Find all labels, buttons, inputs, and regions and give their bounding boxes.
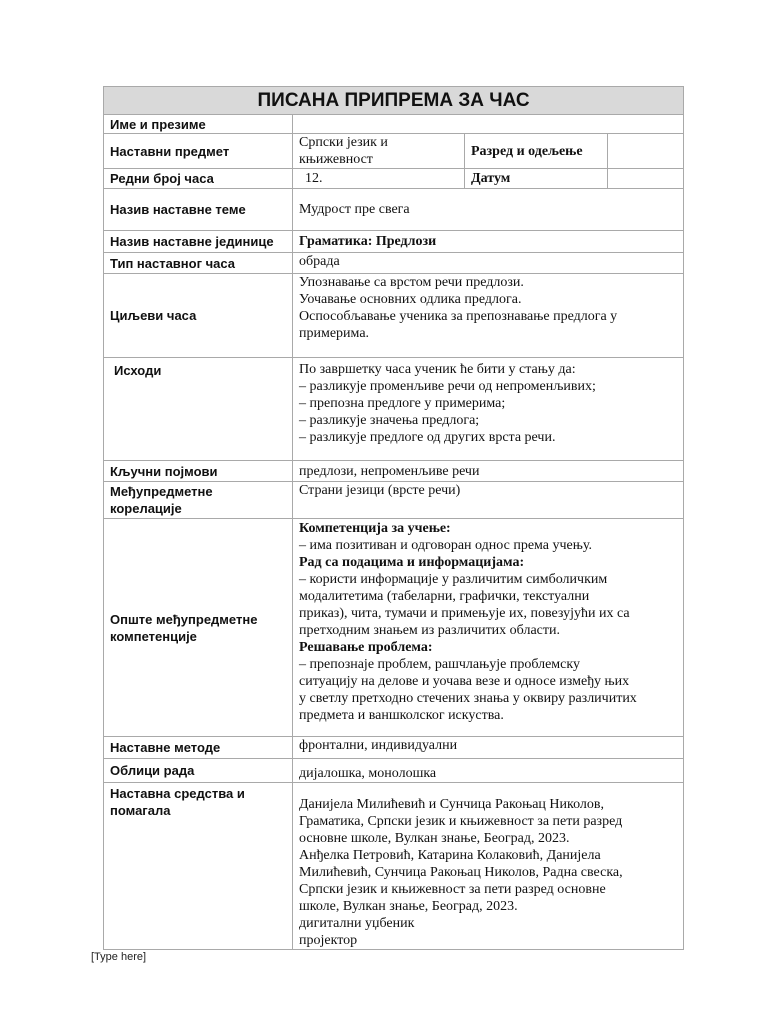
grade-label: Разред и одељење xyxy=(465,134,608,169)
forms-value[interactable]: дијалошка, монолошка xyxy=(293,759,684,783)
competencies-label-line: компетенције xyxy=(110,628,197,644)
row-name xyxy=(104,115,684,134)
page-footer[interactable]: [Type here] xyxy=(91,951,147,963)
competency-heading: Рад са подацима и информацијама: xyxy=(299,555,525,570)
name-label: Име и презиме xyxy=(104,115,293,134)
methods-value[interactable]: фронтални, индивидуални xyxy=(293,737,684,759)
row-competencies xyxy=(104,519,684,737)
competency-line: претходним знањем из различитих области. xyxy=(299,623,560,638)
lesson-type-value[interactable]: обрада xyxy=(293,253,684,274)
resources-label-line: Наставна средства и xyxy=(110,786,245,801)
methods-label: Наставне методе xyxy=(104,737,293,759)
unit-label: Назив наставне јединице xyxy=(104,231,293,253)
goal-line: Уочавање основних одлика предлога. xyxy=(299,292,522,307)
key-terms-value[interactable]: предлози, непроменљиве речи xyxy=(293,461,684,482)
topic-value[interactable]: Мудрост пре свега xyxy=(293,189,684,231)
correlations-value[interactable]: Страни језици (врсте речи) xyxy=(293,482,684,519)
row-forms xyxy=(104,759,684,783)
competency-line: – има позитиван и одговоран однос према учењу. xyxy=(299,538,592,553)
competencies-label-line: Опште међупредметне xyxy=(110,611,258,627)
resource-line: Милићевић, Сунчица Ракоњац Николов, Радна свеска, xyxy=(299,865,623,880)
title-row xyxy=(104,87,684,115)
competency-heading: Решавање проблема: xyxy=(299,640,433,655)
outcome-line: – разликује предлоге од других врста речи. xyxy=(299,430,556,445)
outcomes-value[interactable] xyxy=(293,358,684,461)
goals-label: Циљеви часа xyxy=(104,274,293,358)
subject-value-line: књижевност xyxy=(299,152,373,167)
row-subject xyxy=(104,134,684,169)
forms-label: Облици рада xyxy=(104,759,293,783)
outcome-line: По завршетку часа ученик ће бити у стању да: xyxy=(299,362,576,377)
competency-heading: Компетенција за учење: xyxy=(299,521,451,536)
date-label: Датум xyxy=(465,169,608,189)
lesson-number-value[interactable]: 12. xyxy=(293,169,465,189)
topic-label: Назив наставне теме xyxy=(104,189,293,231)
unit-value[interactable]: Граматика: Предлози xyxy=(293,231,684,253)
resource-line: школе, Вулкан знање, Београд, 2023. xyxy=(299,899,518,914)
resource-line: Анђелка Петровић, Катарина Колаковић, Данијела xyxy=(299,848,601,863)
row-resources xyxy=(104,783,684,950)
row-lesson-type xyxy=(104,253,684,274)
resource-line: Српски језик и књижевност за пети разред основне xyxy=(299,882,606,897)
row-methods xyxy=(104,737,684,759)
row-topic xyxy=(104,189,684,231)
row-outcomes xyxy=(104,358,684,461)
resources-label-line: помагала xyxy=(110,803,171,818)
name-value[interactable] xyxy=(293,115,684,134)
row-goals xyxy=(104,274,684,358)
key-terms-label: Кључни појмови xyxy=(104,461,293,482)
lesson-plan-table xyxy=(103,86,684,950)
competency-line: – препознаје проблем, рашчлањује проблемску xyxy=(299,657,580,672)
subject-value-line: Српски језик и xyxy=(299,135,388,150)
goal-line: примерима. xyxy=(299,326,370,341)
subject-label: Наставни предмет xyxy=(104,134,293,169)
competency-line: предмета и ваншколског искуства. xyxy=(299,708,504,723)
lesson-type-label: Тип наставног часа xyxy=(104,253,293,274)
competency-line: у светлу претходно стечених знања у оквиру различитих xyxy=(299,691,637,706)
competencies-value[interactable] xyxy=(293,519,684,737)
goal-line: Упознавање са врстом речи предлози. xyxy=(299,275,524,290)
subject-value[interactable] xyxy=(293,134,465,169)
competency-line: ситуацију на делове и уочава везе и односе између њих xyxy=(299,674,630,689)
correlations-label-line: Међупредметне xyxy=(110,484,213,499)
resource-line: основне школе, Вулкан знање, Београд, 2023. xyxy=(299,831,570,846)
competency-line: – користи информације у различитим симболичким xyxy=(299,572,608,587)
grade-value[interactable] xyxy=(608,134,684,169)
date-value[interactable] xyxy=(608,169,684,189)
outcomes-label: Исходи xyxy=(104,358,293,461)
goal-line: Оспособљавање ученика за препознавање предлога у xyxy=(299,309,618,324)
page-title: ПИСАНА ПРИПРЕМА ЗА ЧАС xyxy=(104,87,684,115)
row-correlations xyxy=(104,482,684,519)
resource-line: Данијела Милићевић и Сунчица Ракоњац Николов, xyxy=(299,797,605,812)
competency-line: приказ), чита, тумачи и примењује их, повезујући их са xyxy=(299,606,630,621)
resource-line: пројектор xyxy=(299,933,358,948)
goals-value[interactable] xyxy=(293,274,684,358)
outcome-line: – препозна предлоге у примерима; xyxy=(299,396,506,411)
correlations-label-line: корелације xyxy=(110,501,182,516)
resource-line: дигитални уџбеник xyxy=(299,916,415,931)
resource-line: Граматика, Српски језик и књижевност за пети разред xyxy=(299,814,623,829)
resources-label xyxy=(104,783,293,950)
resources-value[interactable] xyxy=(293,783,684,950)
lesson-number-label: Редни број часа xyxy=(104,169,293,189)
outcome-line: – разликује променљиве речи од непроменљивих; xyxy=(299,379,596,394)
competencies-label xyxy=(104,519,293,737)
competency-line: модалитетима (табеларни, графички, текстуални xyxy=(299,589,590,604)
row-unit xyxy=(104,231,684,253)
row-lesson-number xyxy=(104,169,684,189)
outcome-line: – разликује значења предлога; xyxy=(299,413,480,428)
row-key-terms xyxy=(104,461,684,482)
correlations-label xyxy=(104,482,293,519)
